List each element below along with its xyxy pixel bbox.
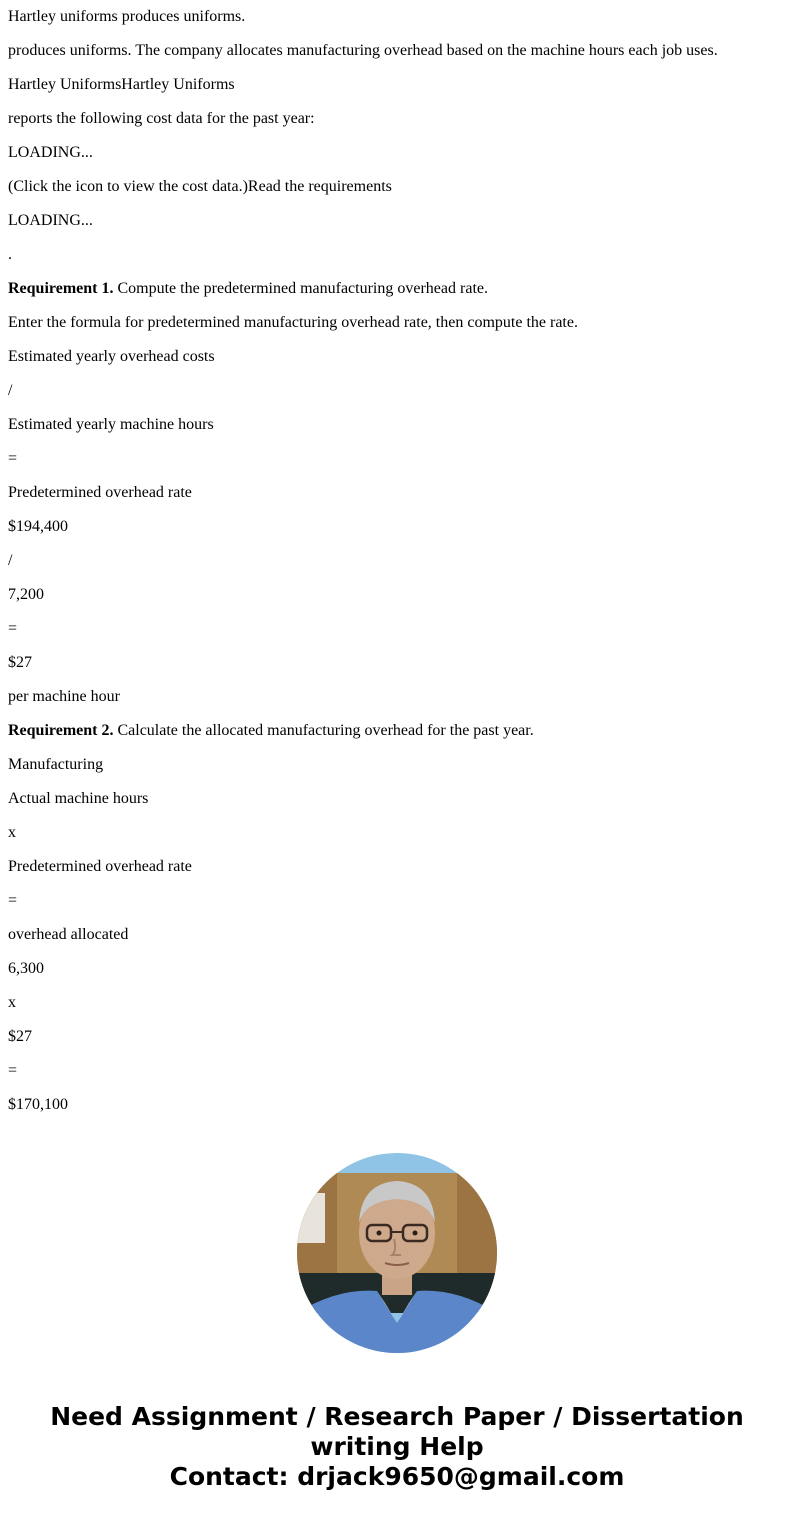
value-divide-operator: / bbox=[8, 552, 13, 569]
author-portrait-image bbox=[297, 1153, 497, 1353]
company-name: Hartley UniformsHartley Uniforms bbox=[8, 76, 235, 93]
separator-dot: . bbox=[8, 246, 12, 263]
predetermined-rate-label[interactable]: Predetermined overhead rate bbox=[8, 858, 192, 875]
overhead-cost-value[interactable]: $194,400 bbox=[8, 518, 68, 535]
requirement-2-text: Calculate the allocated manufacturing overhead for the past year. bbox=[113, 722, 534, 739]
formula-equals-operator: = bbox=[8, 450, 18, 467]
allocation-value-equals-operator: = bbox=[8, 1062, 18, 1079]
promo-line-2: writing Help bbox=[310, 1432, 484, 1461]
formula-divide-operator: / bbox=[8, 382, 13, 399]
formula-result-label: Predetermined overhead rate bbox=[8, 484, 192, 501]
view-cost-data-link[interactable]: (Click the icon to view the cost data.)Read the requirements bbox=[8, 178, 392, 195]
reports-text: reports the following cost data for the past year: bbox=[8, 110, 315, 127]
description-text: produces uniforms. The company allocates manufacturing overhead based on the machine hours each job uses. bbox=[8, 42, 718, 59]
requirement-1-instruction: Enter the formula for predetermined manufacturing overhead rate, then compute the rate. bbox=[8, 314, 578, 331]
formula-denominator-label[interactable]: Estimated yearly machine hours bbox=[8, 416, 214, 433]
value-equals-operator: = bbox=[8, 620, 18, 637]
promo-contact-line[interactable]: Contact: drjack9650@gmail.com bbox=[169, 1462, 625, 1491]
actual-hours-value[interactable]: 6,300 bbox=[8, 960, 44, 977]
requirement-1-heading bbox=[8, 272, 786, 306]
loading-indicator-1: LOADING... bbox=[8, 144, 93, 161]
rate-unit-label: per machine hour bbox=[8, 688, 120, 705]
requirement-2-heading bbox=[8, 714, 786, 748]
manufacturing-header: Manufacturing bbox=[8, 756, 104, 773]
promo-banner bbox=[0, 1402, 794, 1492]
overhead-rate-value[interactable]: $27 bbox=[8, 654, 32, 671]
machine-hours-value[interactable]: 7,200 bbox=[8, 586, 44, 603]
allocation-equals-operator: = bbox=[8, 892, 18, 909]
overhead-allocated-value[interactable]: $170,100 bbox=[8, 1096, 68, 1113]
requirement-2-label: Requirement 2. bbox=[8, 722, 114, 739]
requirement-1-text: Compute the predetermined manufacturing overhead rate. bbox=[113, 280, 488, 297]
author-avatar bbox=[297, 1153, 497, 1353]
formula-numerator-label[interactable]: Estimated yearly overhead costs bbox=[8, 348, 215, 365]
allocation-rate-value[interactable]: $27 bbox=[8, 1028, 32, 1045]
value-multiply-operator: x bbox=[8, 994, 16, 1011]
multiply-operator: x bbox=[8, 824, 16, 841]
requirement-1-label: Requirement 1. bbox=[8, 280, 114, 297]
document-body bbox=[8, 0, 786, 1122]
loading-indicator-2: LOADING... bbox=[8, 212, 93, 229]
promo-line-1: Need Assignment / Research Paper / Dissertation bbox=[50, 1402, 744, 1431]
title-line: Hartley uniforms produces uniforms. bbox=[8, 8, 246, 25]
actual-hours-label[interactable]: Actual machine hours bbox=[8, 790, 149, 807]
overhead-allocated-label: overhead allocated bbox=[8, 926, 129, 943]
